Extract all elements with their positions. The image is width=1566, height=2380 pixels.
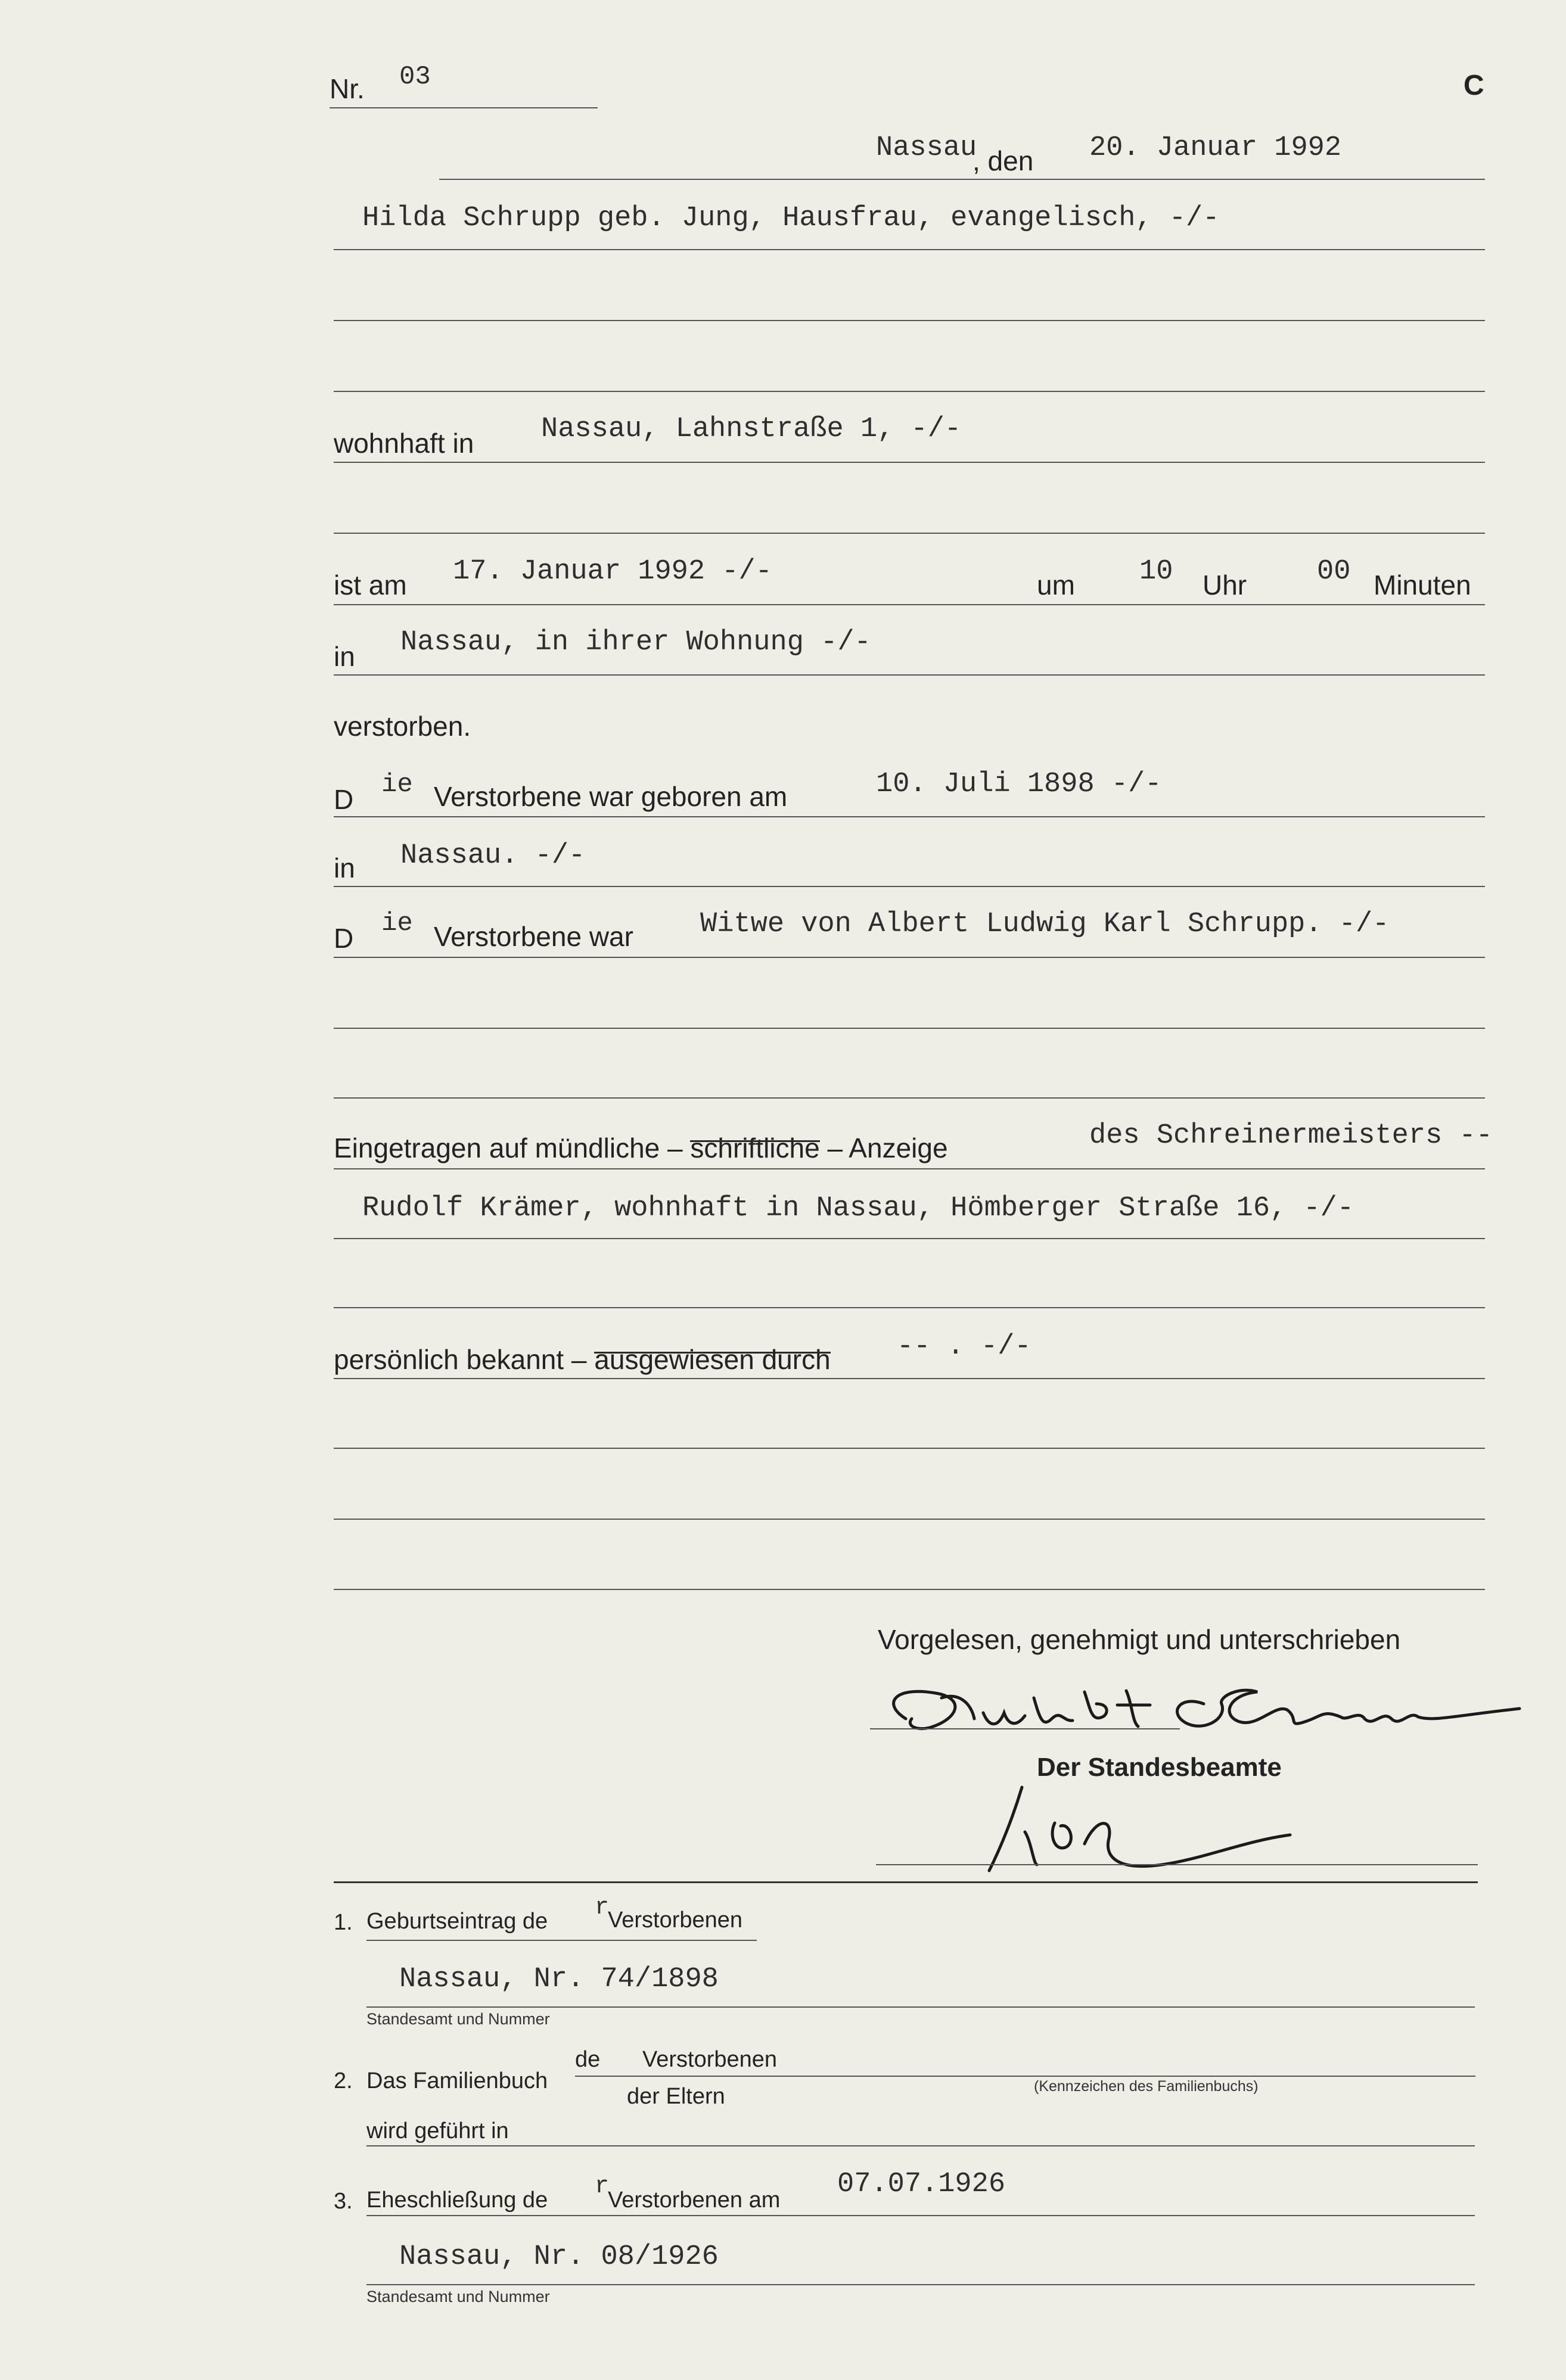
name-rule-2 [334,320,1485,321]
ausgewiesen-struck: ausgewiesen durch [594,1344,831,1375]
informant-rule-2 [334,1238,1485,1239]
bekannt-value: -- . -/- [897,1331,1031,1362]
verstorben-label: verstorben. [334,711,471,742]
anzeige-label: – Anzeige [827,1133,948,1163]
header-place: Nassau [876,132,977,164]
residence-label: wohnhaft in [334,428,474,459]
um-label: um [1037,570,1075,601]
standesbeamte-label: Der Standesbeamte [1037,1753,1282,1782]
item2-value-rule [802,2076,1475,2077]
birth-place-rule [334,886,1485,887]
nr-rule [330,107,598,108]
item3-value-rule [366,2284,1475,2285]
nr-label: Nr. [330,73,365,104]
item2-opt1: Verstorbenen [642,2047,778,2072]
item2-place-rule [366,2145,1475,2146]
birth-date-rule [334,816,1485,817]
bekannt-label: persönlich bekannt – [334,1344,587,1375]
item1-sup: r [595,1894,610,1921]
residence-rule-2 [334,533,1485,534]
signature-official [965,1775,1335,1894]
item3-label2: Verstorbenen am [608,2188,781,2213]
birth-in-label: in [334,853,355,883]
death-minutes: 00 [1317,556,1351,587]
bekannt-rule-3 [334,1519,1485,1520]
item2-de: de [575,2047,601,2072]
item1-num: 1. [334,1910,353,1935]
item2-num: 2. [334,2068,353,2093]
birth-d-label: D [334,784,354,815]
death-hour: 10 [1139,556,1173,587]
item3-caption: Standesamt und Nummer [366,2288,550,2306]
birth-place: Nassau. -/- [400,840,586,872]
bekannt-line [334,1343,831,1376]
header-date: 20. Januar 1992 [1089,132,1342,164]
birth-date: 10. Juli 1898 -/- [876,769,1162,800]
vorgelesen-text: Vorgelesen, genehmigt und unterschrieben [878,1624,1401,1655]
signature-informant [870,1662,1525,1751]
status-ie-suffix: ie [381,909,413,938]
death-in-label: in [334,641,355,672]
residence-rule-1 [334,462,1485,463]
item2-caption: (Kennzeichen des Familienbuchs) [1034,2078,1259,2095]
bekannt-rule-4 [334,1589,1485,1590]
death-place-rule [334,674,1485,676]
informant-rule-1 [334,1168,1485,1169]
bekannt-rule-1 [334,1378,1485,1379]
name-rule-1 [334,249,1485,250]
birth-ie-suffix: ie [381,770,413,799]
status-value: Witwe von Albert Ludwig Karl Schrupp. -/- [700,909,1390,940]
deceased-name-line: Hilda Schrupp geb. Jung, Hausfrau, evangelisch, -/- [362,203,1220,234]
name-rule-3 [334,391,1485,392]
informant-line-2: Rudolf Krämer, wohnhaft in Nassau, Hömberger Straße 16, -/- [362,1193,1354,1224]
item3-num: 3. [334,2189,353,2214]
residence-value: Nassau, Lahnstraße 1, -/- [541,413,962,445]
status-rule-2 [334,1028,1485,1029]
item3-value: Nassau, Nr. 08/1926 [399,2241,719,2273]
death-date-rule [334,604,1485,605]
uhr-label: Uhr [1203,570,1247,601]
informant-line-1: des Schreinermeisters -- [1089,1120,1493,1152]
item2-opt2: der Eltern [627,2084,725,2109]
ist-am-label: ist am [334,570,407,601]
item2-fraction-rule [575,2076,804,2077]
item3-date: 07.07.1926 [837,2169,1006,2200]
item3-sup: r [595,2173,610,2200]
eingetragen-line [334,1132,948,1164]
item3-label: Eheschließung de [366,2188,548,2213]
status-d-label: D [334,923,354,954]
item2-label2: wird geführt in [366,2118,509,2143]
schriftliche-struck: schriftliche [690,1133,820,1163]
minuten-label: Minuten [1374,570,1471,601]
eingetragen-label: Eingetragen auf mündliche – [334,1133,683,1163]
death-date: 17. Januar 1992 -/- [453,556,772,587]
item3-date-rule [366,2215,1475,2216]
status-rule-3 [334,1097,1485,1099]
status-rule-1 [334,957,1485,958]
item1-caption: Standesamt und Nummer [366,2010,550,2028]
bekannt-rule-2 [334,1448,1485,1449]
status-war-label: Verstorbene war [434,921,633,952]
item1-label2: Verstorbenen [608,1908,743,1933]
nr-value: 03 [399,62,431,92]
item2-label: Das Familienbuch [366,2068,548,2093]
date-rule [439,179,1485,180]
form-letter: C [1464,70,1484,101]
den-label: , den [972,145,1034,176]
death-place: Nassau, in ihrer Wohnung -/- [400,627,871,658]
item1-label: Geburtseintrag de [366,1909,548,1934]
item1-value-rule [366,2006,1475,2008]
birth-geboren-label: Verstorbene war geboren am [434,781,788,812]
footer-divider [334,1881,1478,1883]
informant-rule-3 [334,1307,1485,1308]
item1-label-rule [366,1940,757,1941]
item1-value: Nassau, Nr. 74/1898 [399,1964,719,1995]
